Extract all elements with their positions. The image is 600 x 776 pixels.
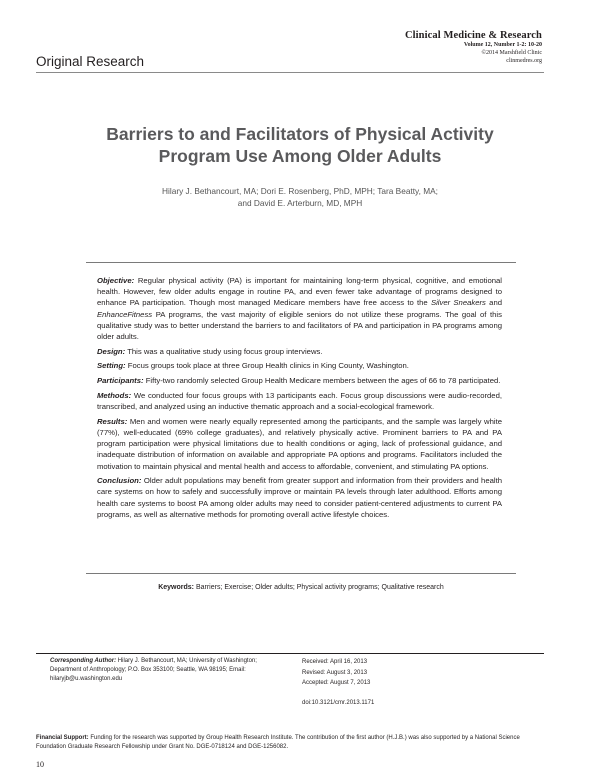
- received-date: Received: April 16, 2013: [302, 659, 368, 665]
- financial-support-text: Funding for the research was supported by Group Health Research Institute. The contribution of the first author (H.J.B.) was also supported by a National Science Foundation Graduate Research Fellowship under Grant No. DGE-0718124 and DGE-1256082.: [36, 735, 520, 750]
- abstract-participants: [97, 375, 502, 386]
- financial-support-label: Financial Support:: [36, 735, 89, 741]
- accepted-date: Accepted: August 7, 2013: [302, 680, 371, 686]
- abstract-design: [97, 346, 502, 357]
- design-text: This was a qualitative study using focus group interviews.: [125, 346, 323, 356]
- keywords-label: Keywords:: [158, 584, 195, 591]
- abstract-objective: [97, 275, 502, 342]
- revised-date: Revised: August 3, 2013: [302, 669, 368, 676]
- methods-text: We conducted four focus groups with 13 participants each. Focus group discussions were audio-recorded, transcribed, and analyzed using an inductive thematic approach and a social-ecological framework.: [97, 390, 502, 412]
- program-name-enhancefitness: EnhanceFitness: [97, 309, 153, 319]
- objective-text-c: PA programs, the vast majority of eligible seniors do not utilize these programs. The goal of this qualitative study was to better understand the barriers to and facilitators of PA and participation in PA programs among older adults.: [97, 309, 502, 342]
- financial-support: [36, 734, 544, 751]
- keywords-text: Barriers; Exercise; Older adults; Physical activity programs; Qualitative research: [194, 584, 444, 591]
- journal-website: clinmedres.org: [506, 58, 542, 64]
- abstract: [97, 275, 502, 524]
- header-divider: [36, 72, 544, 73]
- article-dates: [302, 657, 374, 708]
- section-label: Original Research: [36, 54, 145, 69]
- article-title: [60, 123, 540, 167]
- corresponding-author: [50, 657, 275, 684]
- journal-header: [405, 30, 542, 65]
- objective-text-b: and: [485, 298, 502, 308]
- objective-text-a: Regular physical activity (PA) is important for maintaining long-term physical, cognitive, and emotional health. However, few older adults engage in routine PA, and even fewer take advantage of programs designed to enhance PA participation. Though most managed Medicare members have free access to the: [97, 276, 502, 308]
- corresponding-author-text: Hilary J. Bethancourt, MA; University of Washington; Department of Anthropology; P.O. Box 353100; Seattle, WA 98195; Email: hilaryjb@u.washington.edu: [50, 658, 257, 682]
- results-label: Results:: [97, 416, 128, 426]
- objective-label: Objective:: [97, 276, 135, 285]
- doi: doi:10.3121/cmr.2013.1171: [302, 699, 375, 706]
- participants-label: Participants:: [97, 376, 144, 386]
- setting-label: Setting:: [97, 361, 126, 371]
- abstract-methods: [97, 390, 502, 412]
- design-label: Design:: [97, 346, 126, 356]
- setting-text: Focus groups took place at three Group Health clinics in King County, Washington.: [125, 361, 409, 371]
- conclusion-label: Conclusion:: [97, 476, 142, 486]
- author-line: Hilary J. Bethancourt, MA; Dori E. Rosenberg, PhD, MPH; Tara Beatty, MA;: [162, 186, 438, 196]
- journal-volume: Volume 12, Number 1-2: 10-20: [463, 42, 542, 48]
- abstract-setting: [97, 360, 502, 371]
- abstract-conclusion: [97, 475, 502, 520]
- journal-copyright: ©2014 Marshfield Clinic: [481, 50, 542, 56]
- participants-text: Fifty-two randomly selected Group Health Medicare members between the ages of 66 to 78 participated.: [143, 376, 501, 386]
- footer-divider: [36, 653, 544, 654]
- abstract-results: [97, 416, 502, 472]
- results-text: Men and women were nearly equally represented among the participants, and the sample was largely white (77%), well-educated (69% college graduates), and relatively physically active. Prominent barriers to PA and PA program participation were physical limitations due to health conditions or aging, lack of professional guidance, and inadequate distribution of information on available and appropriate PA options and programs. Facilitators included the motivation to maintain physical and mental health and access to affordable, convenient, and stimulating PA options.: [97, 416, 502, 471]
- methods-label: Methods:: [97, 390, 132, 400]
- journal-name: Clinical Medicine & Research: [404, 30, 542, 41]
- conclusion-text: Older adult populations may benefit from greater support and information from their providers and health care systems on how to safely and successfully improve or maintain PA levels through later adulthood. Efforts among health care systems to boost PA among older adults may need to consider patient-centered adjustments to current PA programs, as well as alternative methods for promoting overall active lifestyle choices.: [97, 476, 502, 519]
- author-line: and David E. Arterburn, MD, MPH: [237, 198, 363, 208]
- page-number: 10: [36, 760, 44, 769]
- corresponding-author-label: Corresponding Author:: [50, 658, 117, 664]
- title-line: Barriers to and Facilitators of Physical Activity: [106, 124, 494, 144]
- keywords: [86, 584, 516, 591]
- program-name-silver-sneakers: Silver Sneakers: [430, 298, 486, 308]
- title-line: Program Use Among Older Adults: [158, 146, 442, 166]
- author-list: [60, 185, 540, 209]
